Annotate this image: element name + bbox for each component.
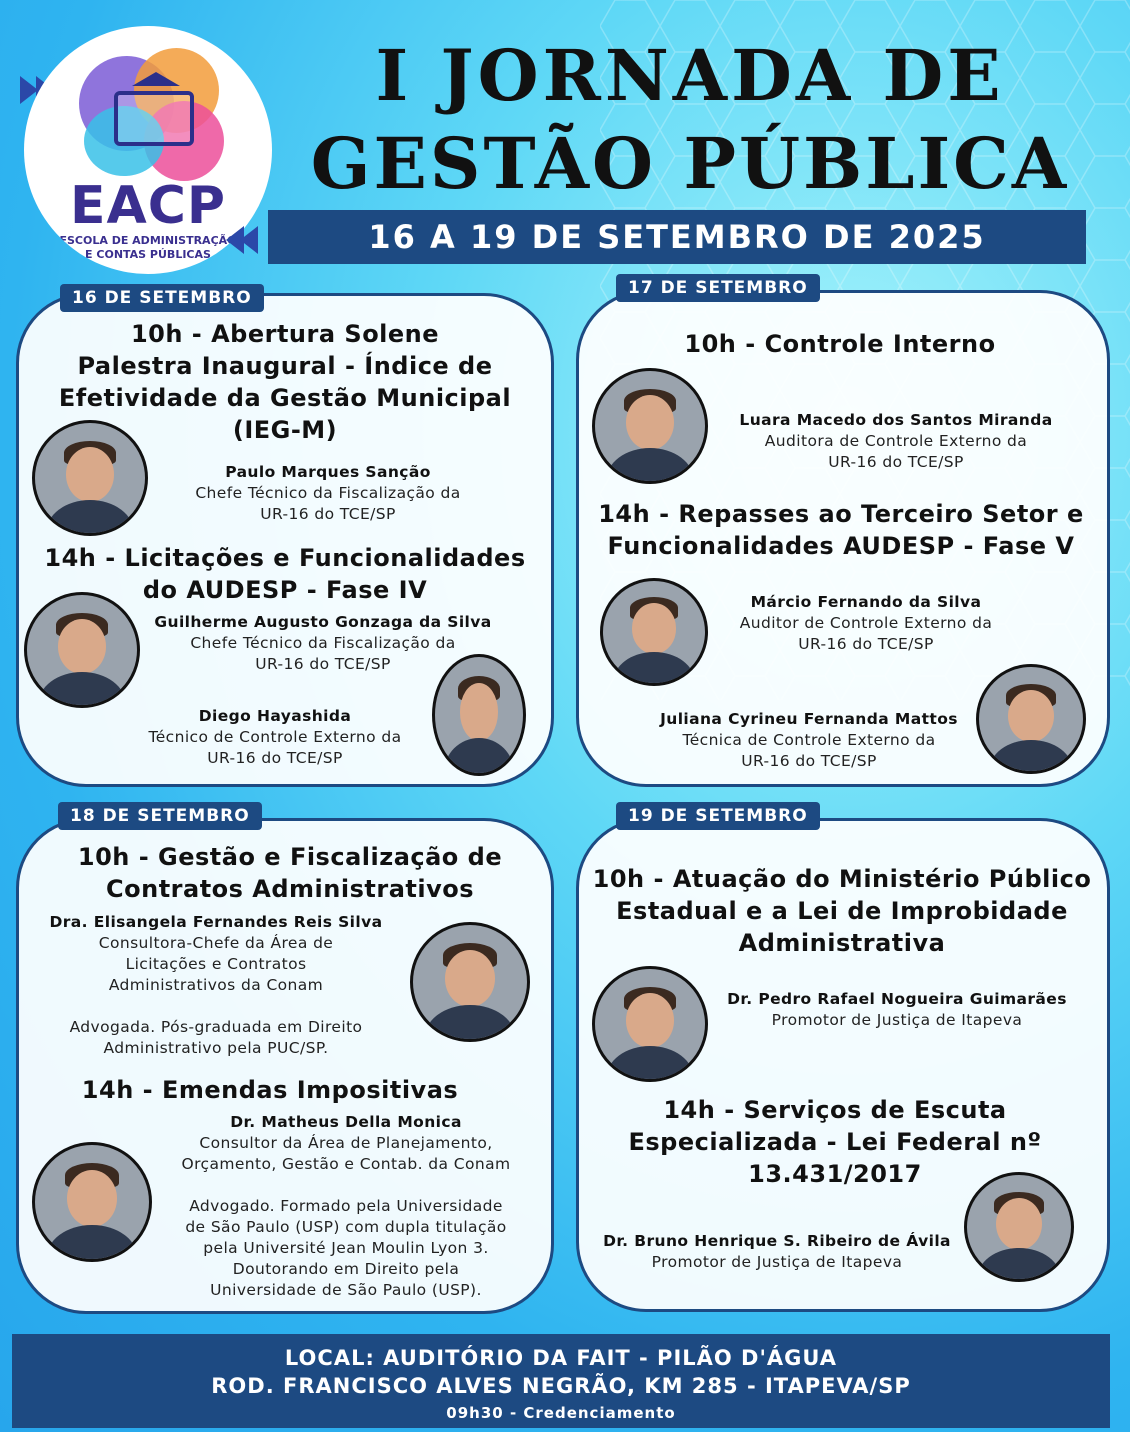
graduation-cap-icon bbox=[132, 72, 180, 86]
speaker-photo-guilherme bbox=[24, 592, 140, 708]
day19-speaker2: Dr. Bruno Henrique S. Ribeiro de Ávila Promotor de Justiça de Itapeva bbox=[603, 1232, 951, 1271]
speaker-photo-pedro bbox=[592, 966, 708, 1082]
logo-name: EACP bbox=[69, 176, 227, 236]
speaker-photo-paulo bbox=[32, 420, 148, 536]
day16-session2-title: 14h - Licitações e Funcionalidades do AUDESP - Fase IV bbox=[44, 544, 526, 604]
day18-speaker1: Dra. Elisangela Fernandes Reis Silva Consultora-Chefe da Área de Licitações e Contratos Administrativos da Conam Advogada. Pós-graduada em Direito Administrativo pela PUC/SP. bbox=[49, 913, 383, 1057]
day16-speaker3: Diego Hayashida Técnico de Controle Externo da UR-16 do TCE/SP bbox=[148, 707, 402, 767]
day18-session1-title: 10h - Gestão e Fiscalização de Contratos Administrativos bbox=[77, 843, 503, 903]
day17-session2-title: 14h - Repasses ao Terceiro Setor e Funcionalidades AUDESP - Fase V bbox=[598, 500, 1084, 560]
day17-speaker2: Márcio Fernando da Silva Auditor de Controle Externo da UR-16 do TCE/SP bbox=[739, 593, 993, 653]
day19-session2-title: 14h - Serviços de Escuta Especializada - Lei Federal nº 13.431/2017 bbox=[628, 1096, 1042, 1188]
day16-session1-title: 10h - Abertura Solene Palestra Inaugural - Índice de Efetividade da Gestão Municipal (IEG-M) bbox=[58, 320, 512, 444]
day16-speaker1: Paulo Marques Sanção Chefe Técnico da Fiscalização da UR-16 do TCE/SP bbox=[195, 463, 461, 523]
day19-tag: 19 DE SETEMBRO bbox=[616, 802, 820, 830]
day17-speaker3: Juliana Cyrineu Fernanda Mattos Técnica de Controle Externo da UR-16 do TCE/SP bbox=[660, 710, 958, 770]
day18-speaker2: Dr. Matheus Della Monica Consultor da Área de Planejamento, Orçamento, Gestão e Contab. da Conam Advogado. Formado pela Universidade de São Paulo (USP) com dupla titulação pela Université Jean Moulin Lyon 3. Doutorando em Direito pela Universidade de São Paulo (USP). bbox=[181, 1113, 511, 1299]
speaker-photo-bruno bbox=[964, 1172, 1074, 1282]
speaker-photo-elisangela bbox=[410, 922, 530, 1042]
day19-speaker1: Dr. Pedro Rafael Nogueira Guimarães Promotor de Justiça de Itapeva bbox=[727, 990, 1067, 1029]
day18-session2-title: 14h - Emendas Impositivas bbox=[81, 1076, 459, 1104]
day18-tag: 18 DE SETEMBRO bbox=[58, 802, 262, 830]
arrow-left-icon bbox=[240, 226, 258, 254]
day16-speaker2: Guilherme Augusto Gonzaga da Silva Chefe Técnico da Fiscalização da UR-16 do TCE/SP bbox=[154, 613, 492, 673]
speaker-photo-marcio bbox=[600, 578, 708, 686]
event-title-line2: GESTÃO PÚBLICA bbox=[310, 122, 1070, 205]
footer-credentialing-time: 09h30 - Credenciamento bbox=[446, 1404, 676, 1422]
day17-tag: 17 DE SETEMBRO bbox=[616, 274, 820, 302]
day17-session1-title: 10h - Controle Interno bbox=[684, 330, 996, 358]
event-dates-banner: 16 A 19 DE SETEMBRO DE 2025 bbox=[268, 210, 1086, 264]
monitor-icon bbox=[114, 91, 194, 146]
logo-subtitle: ESCOLA DE ADMINISTRAÇÃO E CONTAS PÚBLICAS bbox=[59, 234, 237, 261]
footer-address: ROD. FRANCISCO ALVES NEGRÃO, KM 285 - ITAPEVA/SP bbox=[211, 1374, 911, 1398]
event-title-line1: I JORNADA DE bbox=[375, 34, 1005, 117]
speaker-photo-luara bbox=[592, 368, 708, 484]
footer-location: LOCAL: AUDITÓRIO DA FAIT - PILÃO D'ÁGUA bbox=[284, 1346, 838, 1370]
speaker-photo-matheus bbox=[32, 1142, 152, 1262]
speaker-photo-diego bbox=[432, 654, 526, 776]
day16-tag: 16 DE SETEMBRO bbox=[60, 284, 264, 312]
speaker-photo-juliana bbox=[976, 664, 1086, 774]
day19-session1-title: 10h - Atuação do Ministério Público Estadual e a Lei de Improbidade Administrativa bbox=[592, 865, 1092, 957]
day17-speaker1: Luara Macedo dos Santos Miranda Auditora de Controle Externo da UR-16 do TCE/SP bbox=[739, 411, 1053, 471]
location-footer bbox=[12, 1334, 1110, 1428]
